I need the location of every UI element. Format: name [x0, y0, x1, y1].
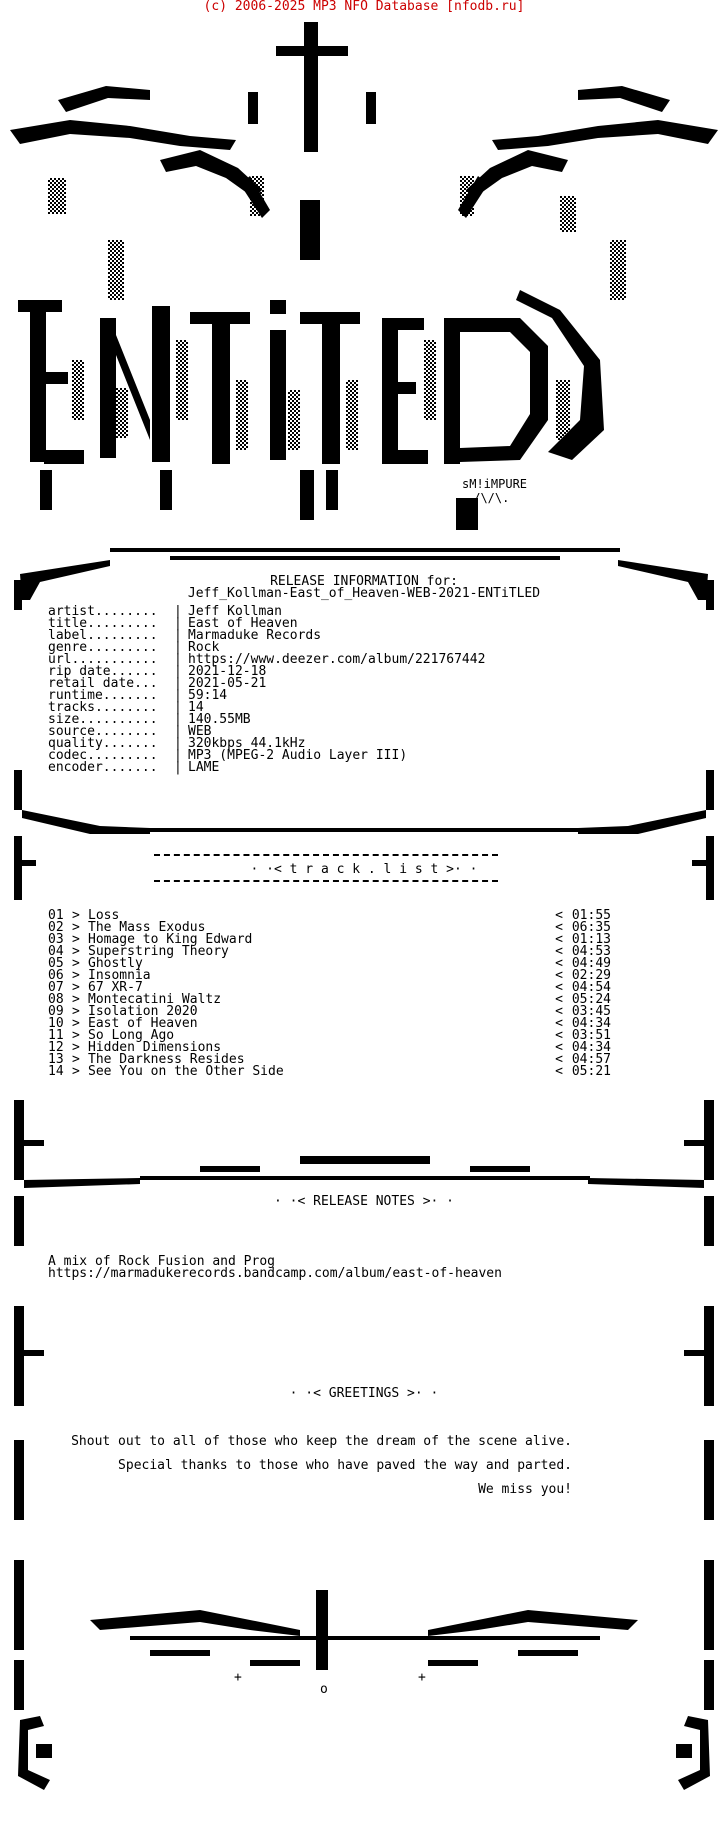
- track-duration: 04:49: [571, 956, 611, 971]
- release-field-value: Marmaduke Records: [188, 628, 322, 643]
- track-number: 05: [48, 956, 64, 971]
- track-title: Homage to King Edward: [88, 932, 253, 947]
- track-duration: 03:51: [571, 1028, 611, 1043]
- release-field-key: title.........: [48, 616, 158, 631]
- footer-circle: o: [320, 1682, 328, 1697]
- track-arrow: >: [72, 1040, 80, 1055]
- track-title: The Darkness Resides: [88, 1052, 245, 1067]
- track-title: So Long Ago: [88, 1028, 175, 1043]
- release-field-key: artist........: [48, 604, 158, 619]
- footer-plus-left: +: [234, 1670, 242, 1685]
- track-title: See You on the Other Side: [88, 1064, 284, 1079]
- release-field-separator: |: [174, 736, 182, 751]
- track-row: [48, 1066, 611, 1078]
- track-number: 12: [48, 1040, 64, 1055]
- track-time-prefix: <: [555, 1040, 563, 1055]
- release-field-key: encoder.......: [48, 760, 158, 775]
- release-field-key: runtime.......: [48, 688, 158, 703]
- track-duration: 02:29: [571, 968, 611, 983]
- release-field-key: label.........: [48, 628, 158, 643]
- track-time-prefix: <: [555, 956, 563, 971]
- track-arrow: >: [72, 1016, 80, 1031]
- release-field-key: retail date...: [48, 676, 158, 691]
- release-field-separator: |: [174, 640, 182, 655]
- track-duration: 01:13: [571, 932, 611, 947]
- track-time-prefix: <: [555, 932, 563, 947]
- track-number: 03: [48, 932, 64, 947]
- track-arrow: >: [72, 1064, 80, 1079]
- track-number: 07: [48, 980, 64, 995]
- track-title: Ghostly: [88, 956, 143, 971]
- release-field-row: [48, 762, 219, 774]
- release-field-key: codec.........: [48, 748, 158, 763]
- track-time-prefix: <: [555, 944, 563, 959]
- track-duration: 05:21: [571, 1064, 611, 1079]
- track-arrow: >: [72, 1052, 80, 1067]
- track-title: Hidden Dimensions: [88, 1040, 222, 1055]
- release-name: Jeff_Kollman-East_of_Heaven-WEB-2021-ENTiTLED: [187, 586, 541, 601]
- release-field-key: rip date......: [48, 664, 158, 679]
- track-title: East of Heaven: [88, 1016, 198, 1031]
- site-credit: (c) 2006-2025 MP3 NFO Database [nfodb.ru]: [203, 0, 525, 14]
- logo-tag: sM!iMPURE: [462, 477, 528, 491]
- greetings-line-3: We miss you!: [478, 1482, 572, 1497]
- track-arrow: >: [72, 992, 80, 1007]
- release-field-value: 2021-05-21: [188, 676, 267, 691]
- track-duration: 01:55: [571, 908, 611, 923]
- track-time-prefix: <: [555, 992, 563, 1007]
- release-field-value: WEB: [188, 724, 212, 739]
- track-arrow: >: [72, 1004, 80, 1019]
- track-title: 67 XR-7: [88, 980, 143, 995]
- release-field-separator: |: [174, 748, 182, 763]
- track-number: 06: [48, 968, 64, 983]
- track-arrow: >: [72, 1028, 80, 1043]
- track-time-prefix: <: [555, 1028, 563, 1043]
- track-arrow: >: [72, 932, 80, 947]
- release-field-value: 2021-12-18: [188, 664, 267, 679]
- release-field-separator: |: [174, 628, 182, 643]
- track-duration: 06:35: [571, 920, 611, 935]
- track-title: Montecatini Waltz: [88, 992, 222, 1007]
- notes-url[interactable]: https://marmadukerecords.bandcamp.com/album/east-of-heaven: [48, 1266, 502, 1281]
- track-number: 09: [48, 1004, 64, 1019]
- track-time-prefix: <: [555, 1004, 563, 1019]
- release-field-separator: |: [174, 604, 182, 619]
- track-number: 10: [48, 1016, 64, 1031]
- track-title: Loss: [88, 908, 120, 923]
- release-field-separator: |: [174, 712, 182, 727]
- track-arrow: >: [72, 920, 80, 935]
- release-field-separator: |: [174, 760, 182, 775]
- track-arrow: >: [72, 908, 80, 923]
- track-duration: 03:45: [571, 1004, 611, 1019]
- release-field-value: Rock: [188, 640, 220, 655]
- track-time-prefix: <: [555, 920, 563, 935]
- notes-heading: · ·< RELEASE NOTES >· ·: [273, 1194, 454, 1209]
- release-field-key: quality.......: [48, 736, 158, 751]
- track-duration: 04:57: [571, 1052, 611, 1067]
- track-time-prefix: <: [555, 980, 563, 995]
- release-field-key: source........: [48, 724, 158, 739]
- track-number: 14: [48, 1064, 64, 1079]
- notes-line-1: A mix of Rock Fusion and Prog: [48, 1254, 275, 1269]
- release-field-key: genre.........: [48, 640, 158, 655]
- release-field-separator: |: [174, 664, 182, 679]
- track-arrow: >: [72, 968, 80, 983]
- track-duration: 05:24: [571, 992, 611, 1007]
- track-time-prefix: <: [555, 1064, 563, 1079]
- release-field-value: 14: [188, 700, 204, 715]
- track-duration: 04:54: [571, 980, 611, 995]
- track-time-prefix: <: [555, 968, 563, 983]
- track-title: Insomnia: [88, 968, 151, 983]
- release-field-key: url...........: [48, 652, 158, 667]
- tracklist-rule-top: [154, 854, 498, 856]
- release-field-value: 59:14: [188, 688, 228, 703]
- greetings-line-1: Shout out to all of those who keep the dream of the scene alive.: [71, 1434, 572, 1449]
- release-field-value: 140.55MB: [188, 712, 251, 727]
- release-field-value: MP3 (MPEG-2 Audio Layer III): [188, 748, 408, 763]
- release-field-separator: |: [174, 700, 182, 715]
- release-field-value: East of Heaven: [188, 616, 298, 631]
- release-heading: RELEASE INFORMATION for:: [270, 574, 458, 589]
- greetings-heading: · ·< GREETINGS >· ·: [289, 1386, 439, 1401]
- tracklist-heading: · ·< t r a c k . l i s t >· ·: [250, 862, 478, 877]
- release-field-separator: |: [174, 652, 182, 667]
- release-field-separator: |: [174, 676, 182, 691]
- logo-tag-underline: ./\/\.: [466, 491, 510, 505]
- track-time-prefix: <: [555, 1016, 563, 1031]
- release-field-value: 320kbps 44.1kHz: [188, 736, 306, 751]
- track-title: The Mass Exodus: [88, 920, 206, 935]
- release-field-value: Jeff Kollman: [188, 604, 282, 619]
- track-arrow: >: [72, 944, 80, 959]
- track-duration: 04:34: [571, 1016, 611, 1031]
- release-field-value[interactable]: https://www.deezer.com/album/221767442: [188, 652, 486, 667]
- track-arrow: >: [72, 956, 80, 971]
- release-field-separator: |: [174, 724, 182, 739]
- track-duration: 04:53: [571, 944, 611, 959]
- track-number: 11: [48, 1028, 64, 1043]
- footer-plus-right: +: [418, 1670, 426, 1685]
- release-field-separator: |: [174, 616, 182, 631]
- greetings-line-2: Special thanks to those who have paved the way and parted.: [118, 1458, 572, 1473]
- release-field-separator: |: [174, 688, 182, 703]
- track-title: Superstring Theory: [88, 944, 229, 959]
- release-field-key: size..........: [48, 712, 158, 727]
- track-number: 13: [48, 1052, 64, 1067]
- track-title: Isolation 2020: [88, 1004, 198, 1019]
- release-field-value: LAME: [188, 760, 220, 775]
- release-field-key: tracks........: [48, 700, 158, 715]
- track-time-prefix: <: [555, 908, 563, 923]
- track-number: 04: [48, 944, 64, 959]
- track-number: 01: [48, 908, 64, 923]
- track-number: 08: [48, 992, 64, 1007]
- track-arrow: >: [72, 980, 80, 995]
- track-duration: 04:34: [571, 1040, 611, 1055]
- track-time-prefix: <: [555, 1052, 563, 1067]
- tracklist-rule-bottom: [154, 880, 498, 882]
- track-number: 02: [48, 920, 64, 935]
